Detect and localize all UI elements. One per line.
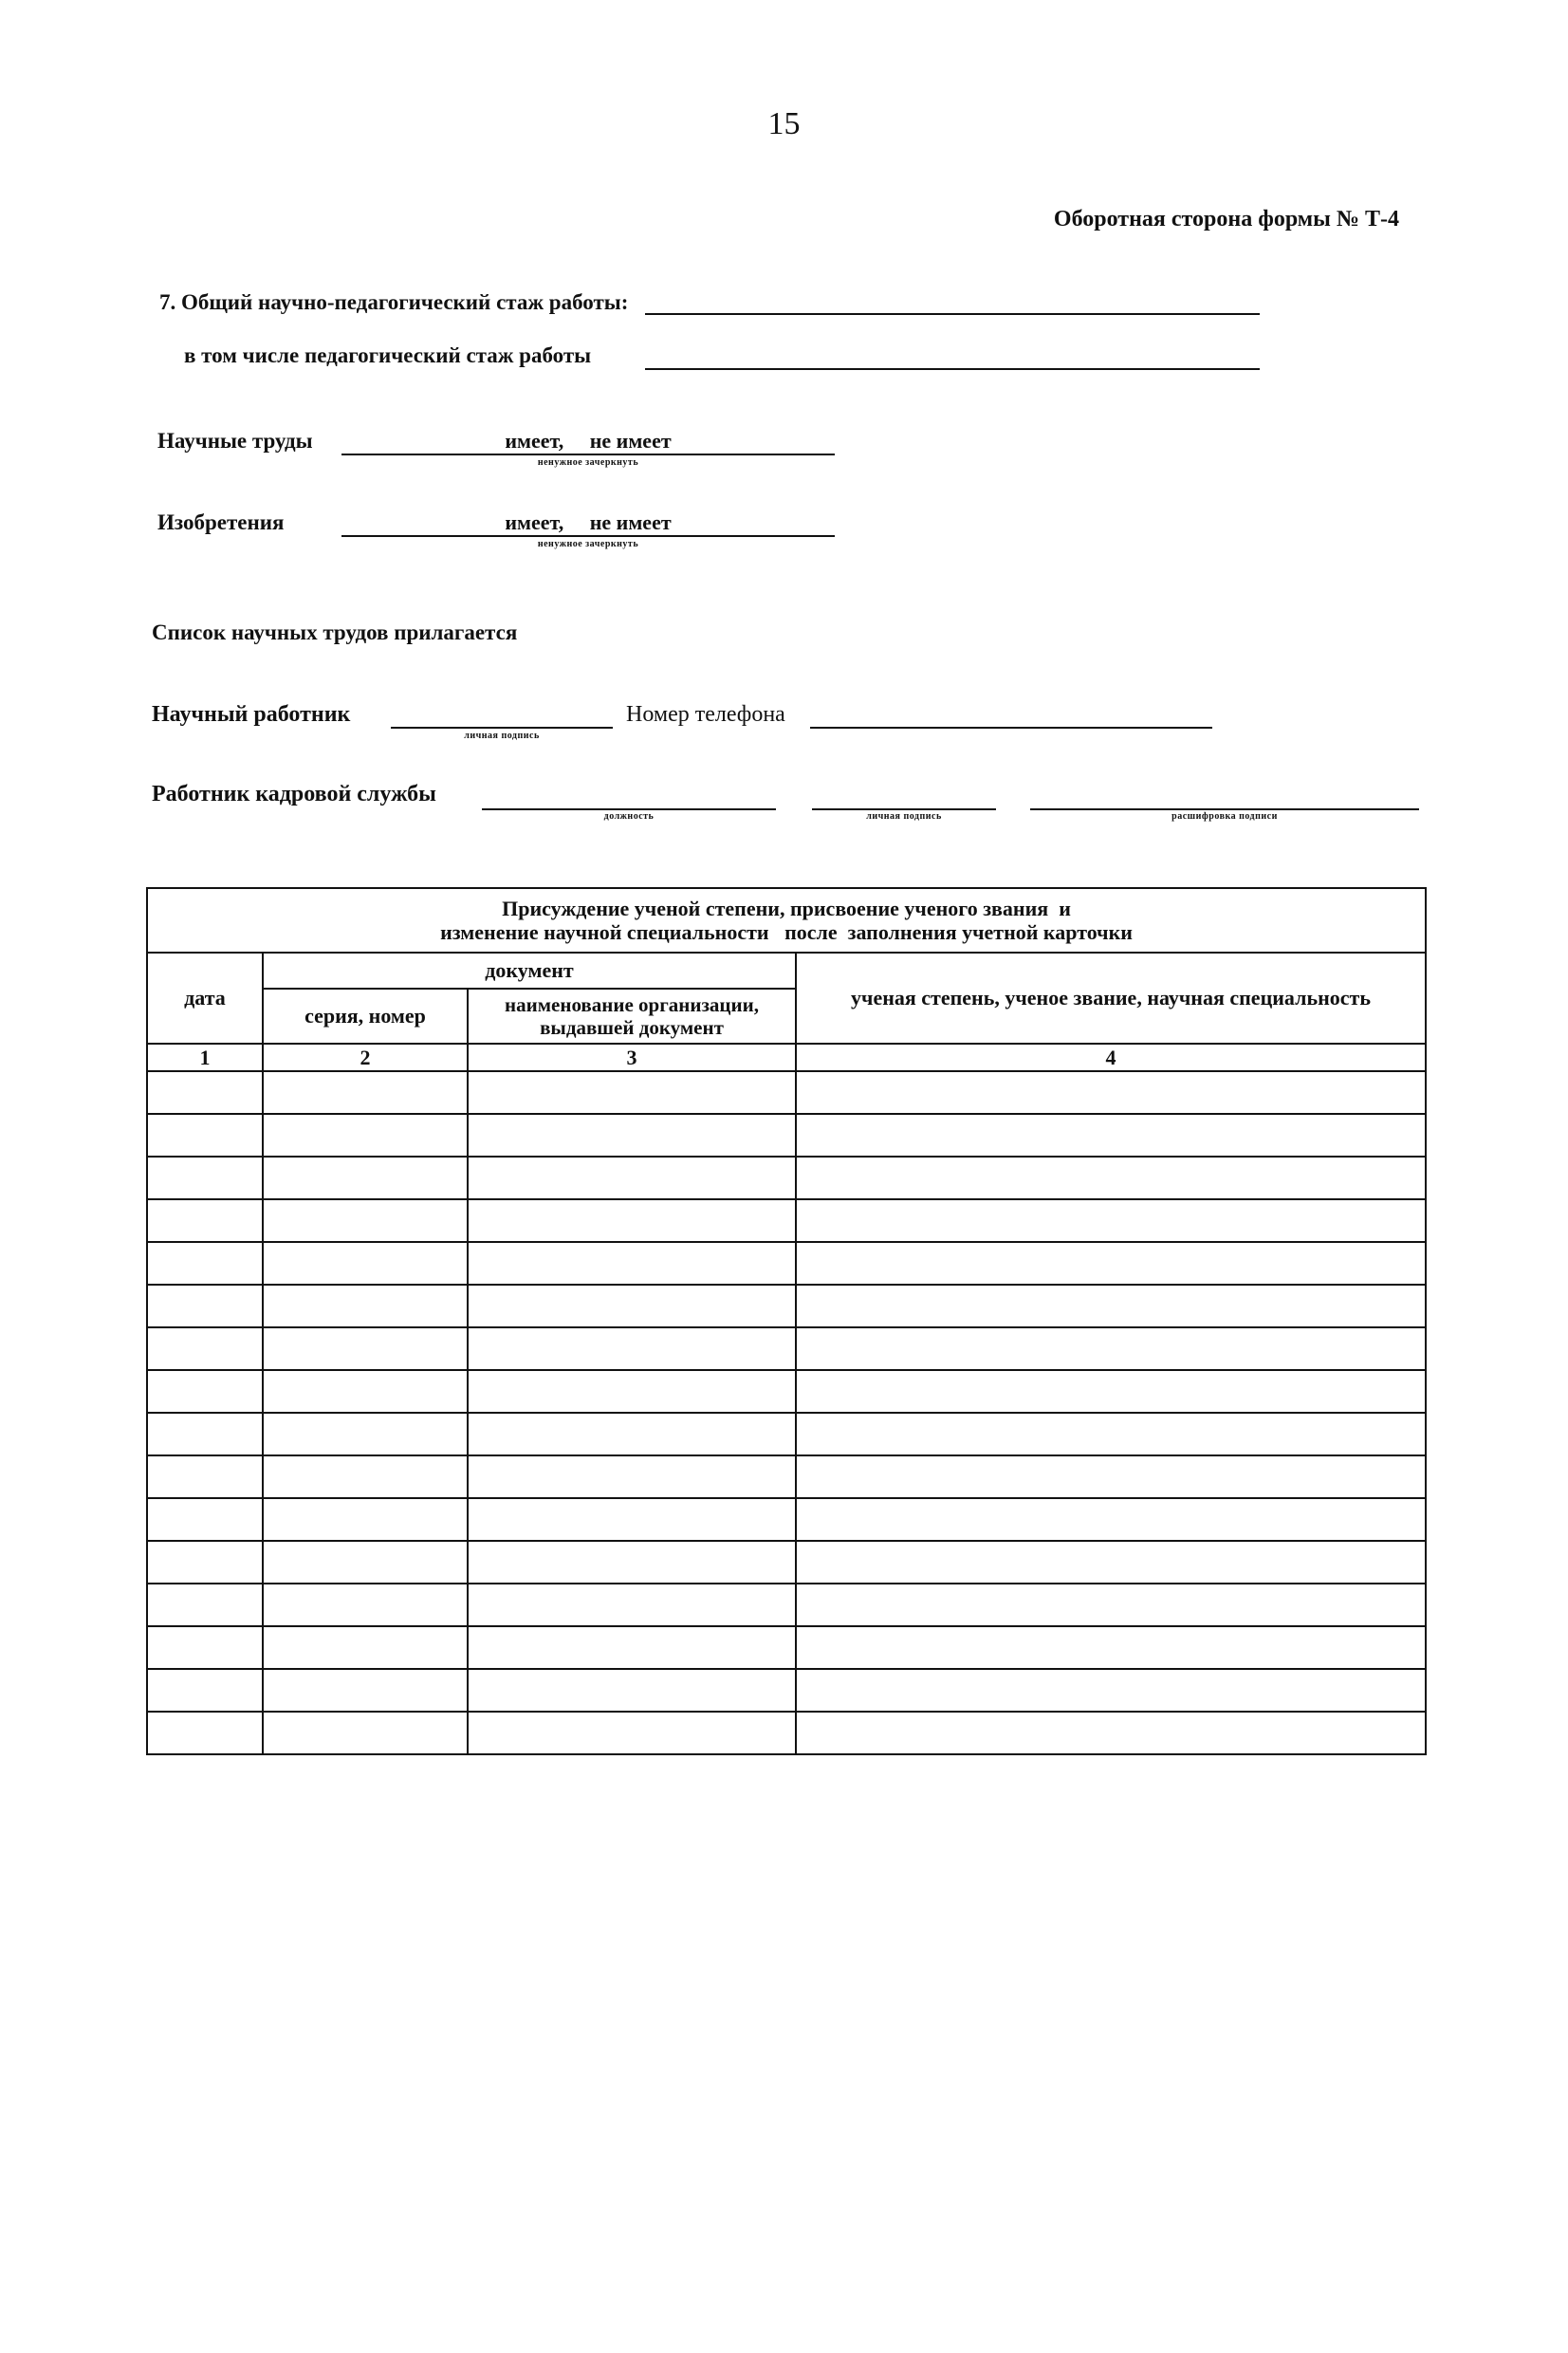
table-cell[interactable] [147, 1584, 263, 1626]
phone-label: Номер телефона [626, 702, 785, 727]
table-cell[interactable] [796, 1285, 1426, 1327]
table-row [147, 1199, 1426, 1242]
table-cell[interactable] [468, 1584, 796, 1626]
table-row [147, 1071, 1426, 1114]
col-number-4: 4 [796, 1044, 1426, 1071]
table-cell[interactable] [147, 1669, 263, 1712]
table-cell[interactable] [468, 1712, 796, 1754]
table-cell[interactable] [147, 1285, 263, 1327]
table-cell[interactable] [147, 1157, 263, 1199]
table-cell[interactable] [796, 1584, 1426, 1626]
inventions-caption: ненужное зачеркнуть [537, 539, 639, 549]
col-number-3: 3 [468, 1044, 796, 1071]
table-cell[interactable] [468, 1114, 796, 1157]
table-cell[interactable] [796, 1242, 1426, 1285]
works-list-note: Список научных трудов прилагается [152, 621, 518, 644]
table-cell[interactable] [796, 1413, 1426, 1455]
table-row [147, 1157, 1426, 1199]
table-cell[interactable] [796, 1327, 1426, 1370]
table-cell[interactable] [796, 1626, 1426, 1669]
table-title [147, 888, 1426, 953]
col-header-degree: ученая степень, ученое звание, научная специальность [796, 953, 1426, 1044]
table-title-line2: изменение научной специальности после заполнения учетной карточки [440, 920, 1133, 944]
table-row [147, 1626, 1426, 1669]
page-number: 15 [767, 106, 801, 141]
table-cell[interactable] [796, 1370, 1426, 1413]
hr-position-caption: должность [603, 811, 655, 822]
col-header-document: документ [263, 953, 796, 989]
table-cell[interactable] [263, 1541, 468, 1584]
degree-assignment-table [146, 887, 1427, 1755]
table-cell[interactable] [468, 1498, 796, 1541]
table-cell[interactable] [468, 1071, 796, 1114]
table-cell[interactable] [147, 1327, 263, 1370]
table-cell[interactable] [796, 1712, 1426, 1754]
table-cell[interactable] [468, 1157, 796, 1199]
table-cell[interactable] [147, 1242, 263, 1285]
table-cell[interactable] [263, 1157, 468, 1199]
table-title-line1: Присуждение ученой степени, присвоение ученого звания и [502, 896, 1071, 920]
table-row [147, 1541, 1426, 1584]
table-cell[interactable] [263, 1285, 468, 1327]
total-experience-line[interactable] [645, 313, 1260, 315]
hr-signature-caption: личная подпись [866, 811, 942, 822]
table-row [147, 1712, 1426, 1754]
table-cell[interactable] [796, 1498, 1426, 1541]
inventions-label: Изобретения [157, 510, 285, 534]
hr-worker-label: Работник кадровой службы [152, 782, 436, 806]
table-cell[interactable] [468, 1626, 796, 1669]
table-cell[interactable] [147, 1541, 263, 1584]
table-cell[interactable] [468, 1455, 796, 1498]
table-cell[interactable] [468, 1242, 796, 1285]
table-cell[interactable] [263, 1370, 468, 1413]
table-cell[interactable] [468, 1541, 796, 1584]
hr-decoding-caption: расшифровка подписи [1171, 811, 1278, 822]
table-row [147, 1327, 1426, 1370]
table-cell[interactable] [796, 1455, 1426, 1498]
table-body [147, 1071, 1426, 1754]
scientific-works-label: Научные труды [157, 429, 313, 453]
table-cell[interactable] [263, 1712, 468, 1754]
table-cell[interactable] [796, 1114, 1426, 1157]
table-cell[interactable] [263, 1199, 468, 1242]
total-experience-label: 7. Общий научно-педагогический стаж работы: [159, 290, 629, 314]
table-cell[interactable] [468, 1199, 796, 1242]
col-header-organization: наименование организации, выдавшей документ [468, 989, 796, 1044]
inventions-line [341, 535, 835, 537]
table-cell[interactable] [263, 1584, 468, 1626]
table-cell[interactable] [147, 1626, 263, 1669]
table-cell[interactable] [263, 1413, 468, 1455]
table-cell[interactable] [263, 1669, 468, 1712]
researcher-signature-caption: личная подпись [464, 731, 540, 741]
table-row [147, 1370, 1426, 1413]
table-row [147, 1242, 1426, 1285]
table-cell[interactable] [147, 1199, 263, 1242]
table-cell[interactable] [147, 1370, 263, 1413]
phone-line[interactable] [810, 727, 1212, 729]
researcher-signature-line[interactable] [391, 727, 613, 729]
table-cell[interactable] [796, 1669, 1426, 1712]
hr-position-line[interactable] [482, 808, 776, 810]
table-cell[interactable] [147, 1413, 263, 1455]
table-cell[interactable] [468, 1370, 796, 1413]
table-cell[interactable] [263, 1455, 468, 1498]
table-cell[interactable] [147, 1498, 263, 1541]
table-cell[interactable] [147, 1071, 263, 1114]
table-cell[interactable] [263, 1114, 468, 1157]
form-reference: Оборотная сторона формы № Т-4 [1053, 207, 1399, 232]
researcher-label: Научный работник [152, 702, 351, 727]
table-cell[interactable] [263, 1498, 468, 1541]
col-header-date: дата [147, 953, 263, 1044]
col-header-series: серия, номер [263, 989, 468, 1044]
scientific-works-caption: ненужное зачеркнуть [537, 457, 639, 468]
table-row [147, 1285, 1426, 1327]
hr-decoding-line[interactable] [1030, 808, 1419, 810]
table-cell[interactable] [796, 1541, 1426, 1584]
table-cell[interactable] [468, 1669, 796, 1712]
table-cell[interactable] [147, 1114, 263, 1157]
table-cell[interactable] [796, 1199, 1426, 1242]
table-row [147, 1669, 1426, 1712]
scientific-works-options[interactable]: имеет, не имеет [505, 429, 672, 453]
table-cell[interactable] [263, 1242, 468, 1285]
table-cell[interactable] [147, 1712, 263, 1754]
scientific-works-line [341, 454, 835, 455]
inventions-options[interactable]: имеет, не имеет [505, 510, 672, 534]
table-cell[interactable] [468, 1285, 796, 1327]
table-cell[interactable] [468, 1327, 796, 1370]
table-cell[interactable] [147, 1455, 263, 1498]
table-cell[interactable] [263, 1327, 468, 1370]
col-number-1: 1 [147, 1044, 263, 1071]
table-row [147, 1114, 1426, 1157]
table-cell[interactable] [468, 1413, 796, 1455]
table-cell[interactable] [263, 1071, 468, 1114]
hr-signature-line[interactable] [812, 808, 996, 810]
table-row [147, 1413, 1426, 1455]
table-cell[interactable] [796, 1071, 1426, 1114]
teaching-experience-line[interactable] [645, 368, 1260, 370]
table-cell[interactable] [263, 1626, 468, 1669]
col-number-2: 2 [263, 1044, 468, 1071]
table-cell[interactable] [796, 1157, 1426, 1199]
table-row [147, 1498, 1426, 1541]
table-row [147, 1584, 1426, 1626]
teaching-experience-label: в том числе педагогический стаж работы [184, 343, 592, 367]
table-row [147, 1455, 1426, 1498]
